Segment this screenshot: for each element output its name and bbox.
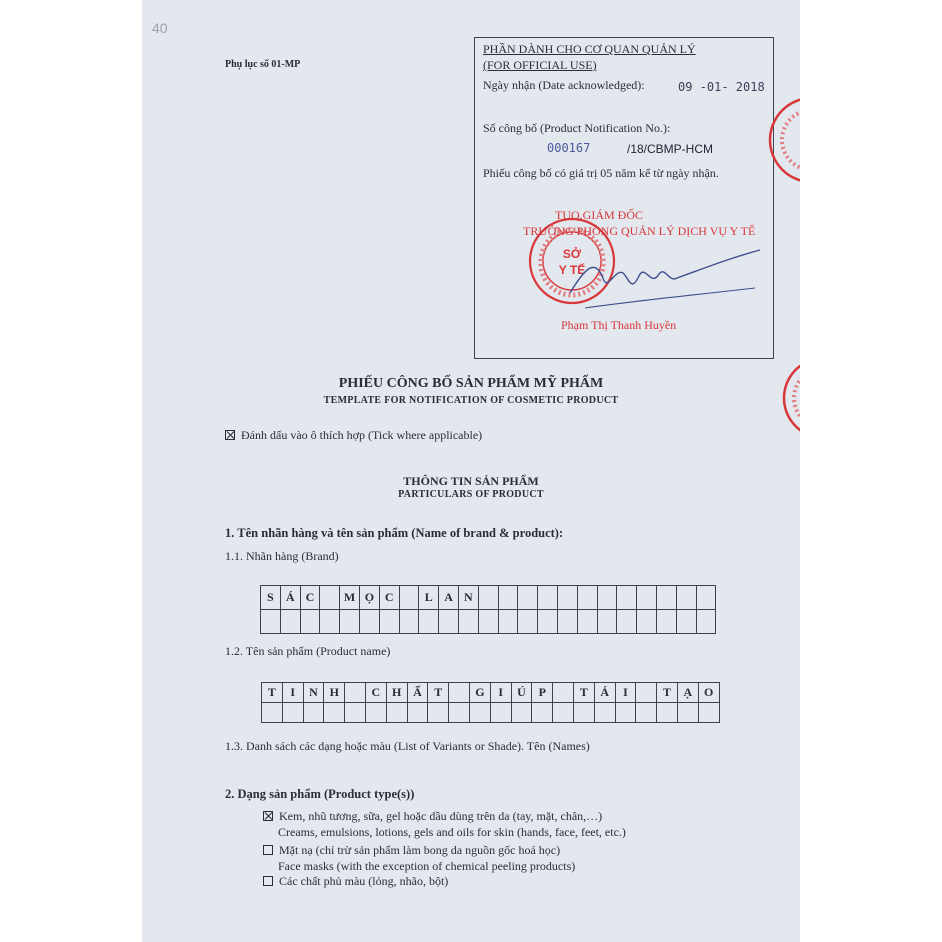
letter-box (518, 610, 538, 634)
date-ack-value: 09 -01- 2018 (678, 80, 765, 94)
letter-box (387, 703, 408, 723)
letter-box (491, 703, 512, 723)
letter-box (499, 586, 519, 610)
letter-box (459, 610, 479, 634)
letter-box (699, 703, 720, 723)
director-line: TRƯỞNG PHÒNG QUẢN LÝ DỊCH VỤ Y TẾ (523, 224, 756, 238)
official-use-box (474, 37, 774, 359)
tick-instruction: Đánh dấu vào ô thích hợp (Tick where applicable) (225, 428, 482, 443)
letter-box (340, 610, 360, 634)
letter-box (380, 610, 400, 634)
product-name-box-grid (261, 682, 720, 723)
letter-box: Ấ (408, 683, 429, 703)
letter-box (428, 703, 449, 723)
product-type-option: Kem, nhũ tương, sữa, gel hoặc dầu dùng trên da (tay, mặt, chân,…) (263, 809, 602, 824)
letter-box (657, 586, 677, 610)
letter-box: T (657, 683, 678, 703)
letter-box (360, 610, 380, 634)
letter-box (324, 703, 345, 723)
notification-number-value: 000167 (547, 141, 591, 155)
letter-box: H (324, 683, 345, 703)
letter-box (439, 610, 459, 634)
letter-box (262, 703, 283, 723)
letter-box (538, 586, 558, 610)
letter-box (320, 610, 340, 634)
letter-box (419, 610, 439, 634)
letter-box (617, 610, 637, 634)
svg-text:Y TẾ: Y TẾ (558, 263, 586, 277)
letter-box: P (532, 683, 553, 703)
letter-box (261, 610, 281, 634)
letter-box (558, 586, 578, 610)
letter-box: T (428, 683, 449, 703)
form-title-vi: PHIẾU CÔNG BỐ SẢN PHẨM MỸ PHẨM (338, 376, 604, 391)
partial-stamp-icon (768, 92, 800, 188)
letter-box: O (699, 683, 720, 703)
letter-box: S (261, 586, 281, 610)
page-number: 40 (152, 20, 168, 36)
letter-box (553, 703, 574, 723)
letter-box (657, 610, 677, 634)
letter-box (697, 586, 717, 610)
letter-box (636, 683, 657, 703)
checkbox-icon (225, 430, 235, 440)
section-title-en: PARTICULARS OF PRODUCT (398, 489, 544, 500)
letter-box: Á (595, 683, 616, 703)
official-title-vi: PHẦN DÀNH CHO CƠ QUAN QUẢN LÝ (483, 42, 696, 56)
checkbox-icon (263, 811, 273, 821)
letter-box: N (459, 586, 479, 610)
letter-box: M (340, 586, 360, 610)
letter-box: Á (281, 586, 301, 610)
checkbox-icon (263, 876, 273, 886)
letter-box (616, 703, 637, 723)
letter-box (578, 586, 598, 610)
letter-box (637, 586, 657, 610)
letter-box (366, 703, 387, 723)
checkbox-icon (263, 845, 273, 855)
product-type-option: Các chất phủ màu (lỏng, nhão, bột) (263, 874, 448, 889)
letter-box (636, 703, 657, 723)
letter-box (320, 586, 340, 610)
letter-box (400, 586, 420, 610)
deputy-line: TUQ.GIÁM ĐỐC (555, 208, 643, 222)
notification-number-label: Số công bố (Product Notification No.): (483, 121, 671, 135)
brand-label: 1.1. Nhãn hàng (Brand) (225, 549, 339, 563)
official-title-en: (FOR OFFICIAL USE) (483, 58, 597, 72)
letter-box (283, 703, 304, 723)
letter-box (598, 610, 618, 634)
signer-name: Phạm Thị Thanh Huyền (561, 318, 677, 332)
letter-box: I (616, 683, 637, 703)
letter-box: T (262, 683, 283, 703)
letter-box (677, 610, 697, 634)
letter-box (479, 586, 499, 610)
letter-box: C (366, 683, 387, 703)
letter-box (578, 610, 598, 634)
letter-box (678, 703, 699, 723)
letter-box: C (301, 586, 321, 610)
letter-box: L (419, 586, 439, 610)
product-type-option-en: Creams, emulsions, lotions, gels and oils for skin (hands, face, feet, etc.) (278, 825, 626, 839)
letter-box: C (380, 586, 400, 610)
letter-box (558, 610, 578, 634)
letter-box (449, 703, 470, 723)
form-title-en: TEMPLATE FOR NOTIFICATION OF COSMETIC PRODUCT (323, 395, 619, 406)
letter-box (518, 586, 538, 610)
letter-box: N (304, 683, 325, 703)
letter-box (697, 610, 717, 634)
letter-box: G (470, 683, 491, 703)
letter-box (400, 610, 420, 634)
variants-label: 1.3. Danh sách các dạng hoặc màu (List of Variants or Shade). Tên (Names) (225, 739, 590, 753)
brand-box-grid (260, 585, 716, 634)
product-type-option: Mặt nạ (chỉ trừ sản phẩm làm bong da nguồn gốc hoá học) (263, 843, 560, 858)
letter-box (574, 703, 595, 723)
letter-box (408, 703, 429, 723)
section-title-vi: THÔNG TIN SẢN PHẨM (403, 474, 539, 488)
letter-box (499, 610, 519, 634)
letter-box (532, 703, 553, 723)
letter-box (281, 610, 301, 634)
letter-box (617, 586, 637, 610)
letter-box (345, 703, 366, 723)
appendix-label: Phụ lục số 01-MP (225, 59, 301, 70)
letter-box: A (439, 586, 459, 610)
product-name-label: 1.2. Tên sản phẩm (Product name) (225, 644, 391, 658)
question-2-title: 2. Dạng sản phẩm (Product type(s)) (225, 787, 415, 801)
letter-box (553, 683, 574, 703)
letter-box (538, 610, 558, 634)
letter-box (470, 703, 491, 723)
letter-box (449, 683, 470, 703)
letter-box: Ú (512, 683, 533, 703)
letter-box: Ạ (678, 683, 699, 703)
letter-box: H (387, 683, 408, 703)
product-type-option-en: Face masks (with the exception of chemical peeling products) (278, 859, 576, 873)
letter-box: I (283, 683, 304, 703)
letter-box (479, 610, 499, 634)
letter-box: I (491, 683, 512, 703)
letter-box (304, 703, 325, 723)
signature-icon (562, 238, 765, 318)
validity-note: Phiếu công bố có giá trị 05 năm kể từ ngày nhận. (483, 166, 719, 180)
letter-box: T (574, 683, 595, 703)
question-1-title: 1. Tên nhãn hàng và tên sản phẩm (Name of brand & product): (225, 526, 564, 540)
date-ack-label: Ngày nhận (Date acknowledged): (483, 78, 645, 92)
document-page (142, 0, 800, 942)
letter-box (345, 683, 366, 703)
letter-box (657, 703, 678, 723)
letter-box (595, 703, 616, 723)
letter-box (301, 610, 321, 634)
letter-box (677, 586, 697, 610)
letter-box (637, 610, 657, 634)
seal-text: SỞ (562, 247, 582, 261)
letter-box (598, 586, 618, 610)
letter-box (512, 703, 533, 723)
letter-box: Ọ (360, 586, 380, 610)
notification-number-suffix: /18/CBMP-HCM (627, 142, 714, 156)
